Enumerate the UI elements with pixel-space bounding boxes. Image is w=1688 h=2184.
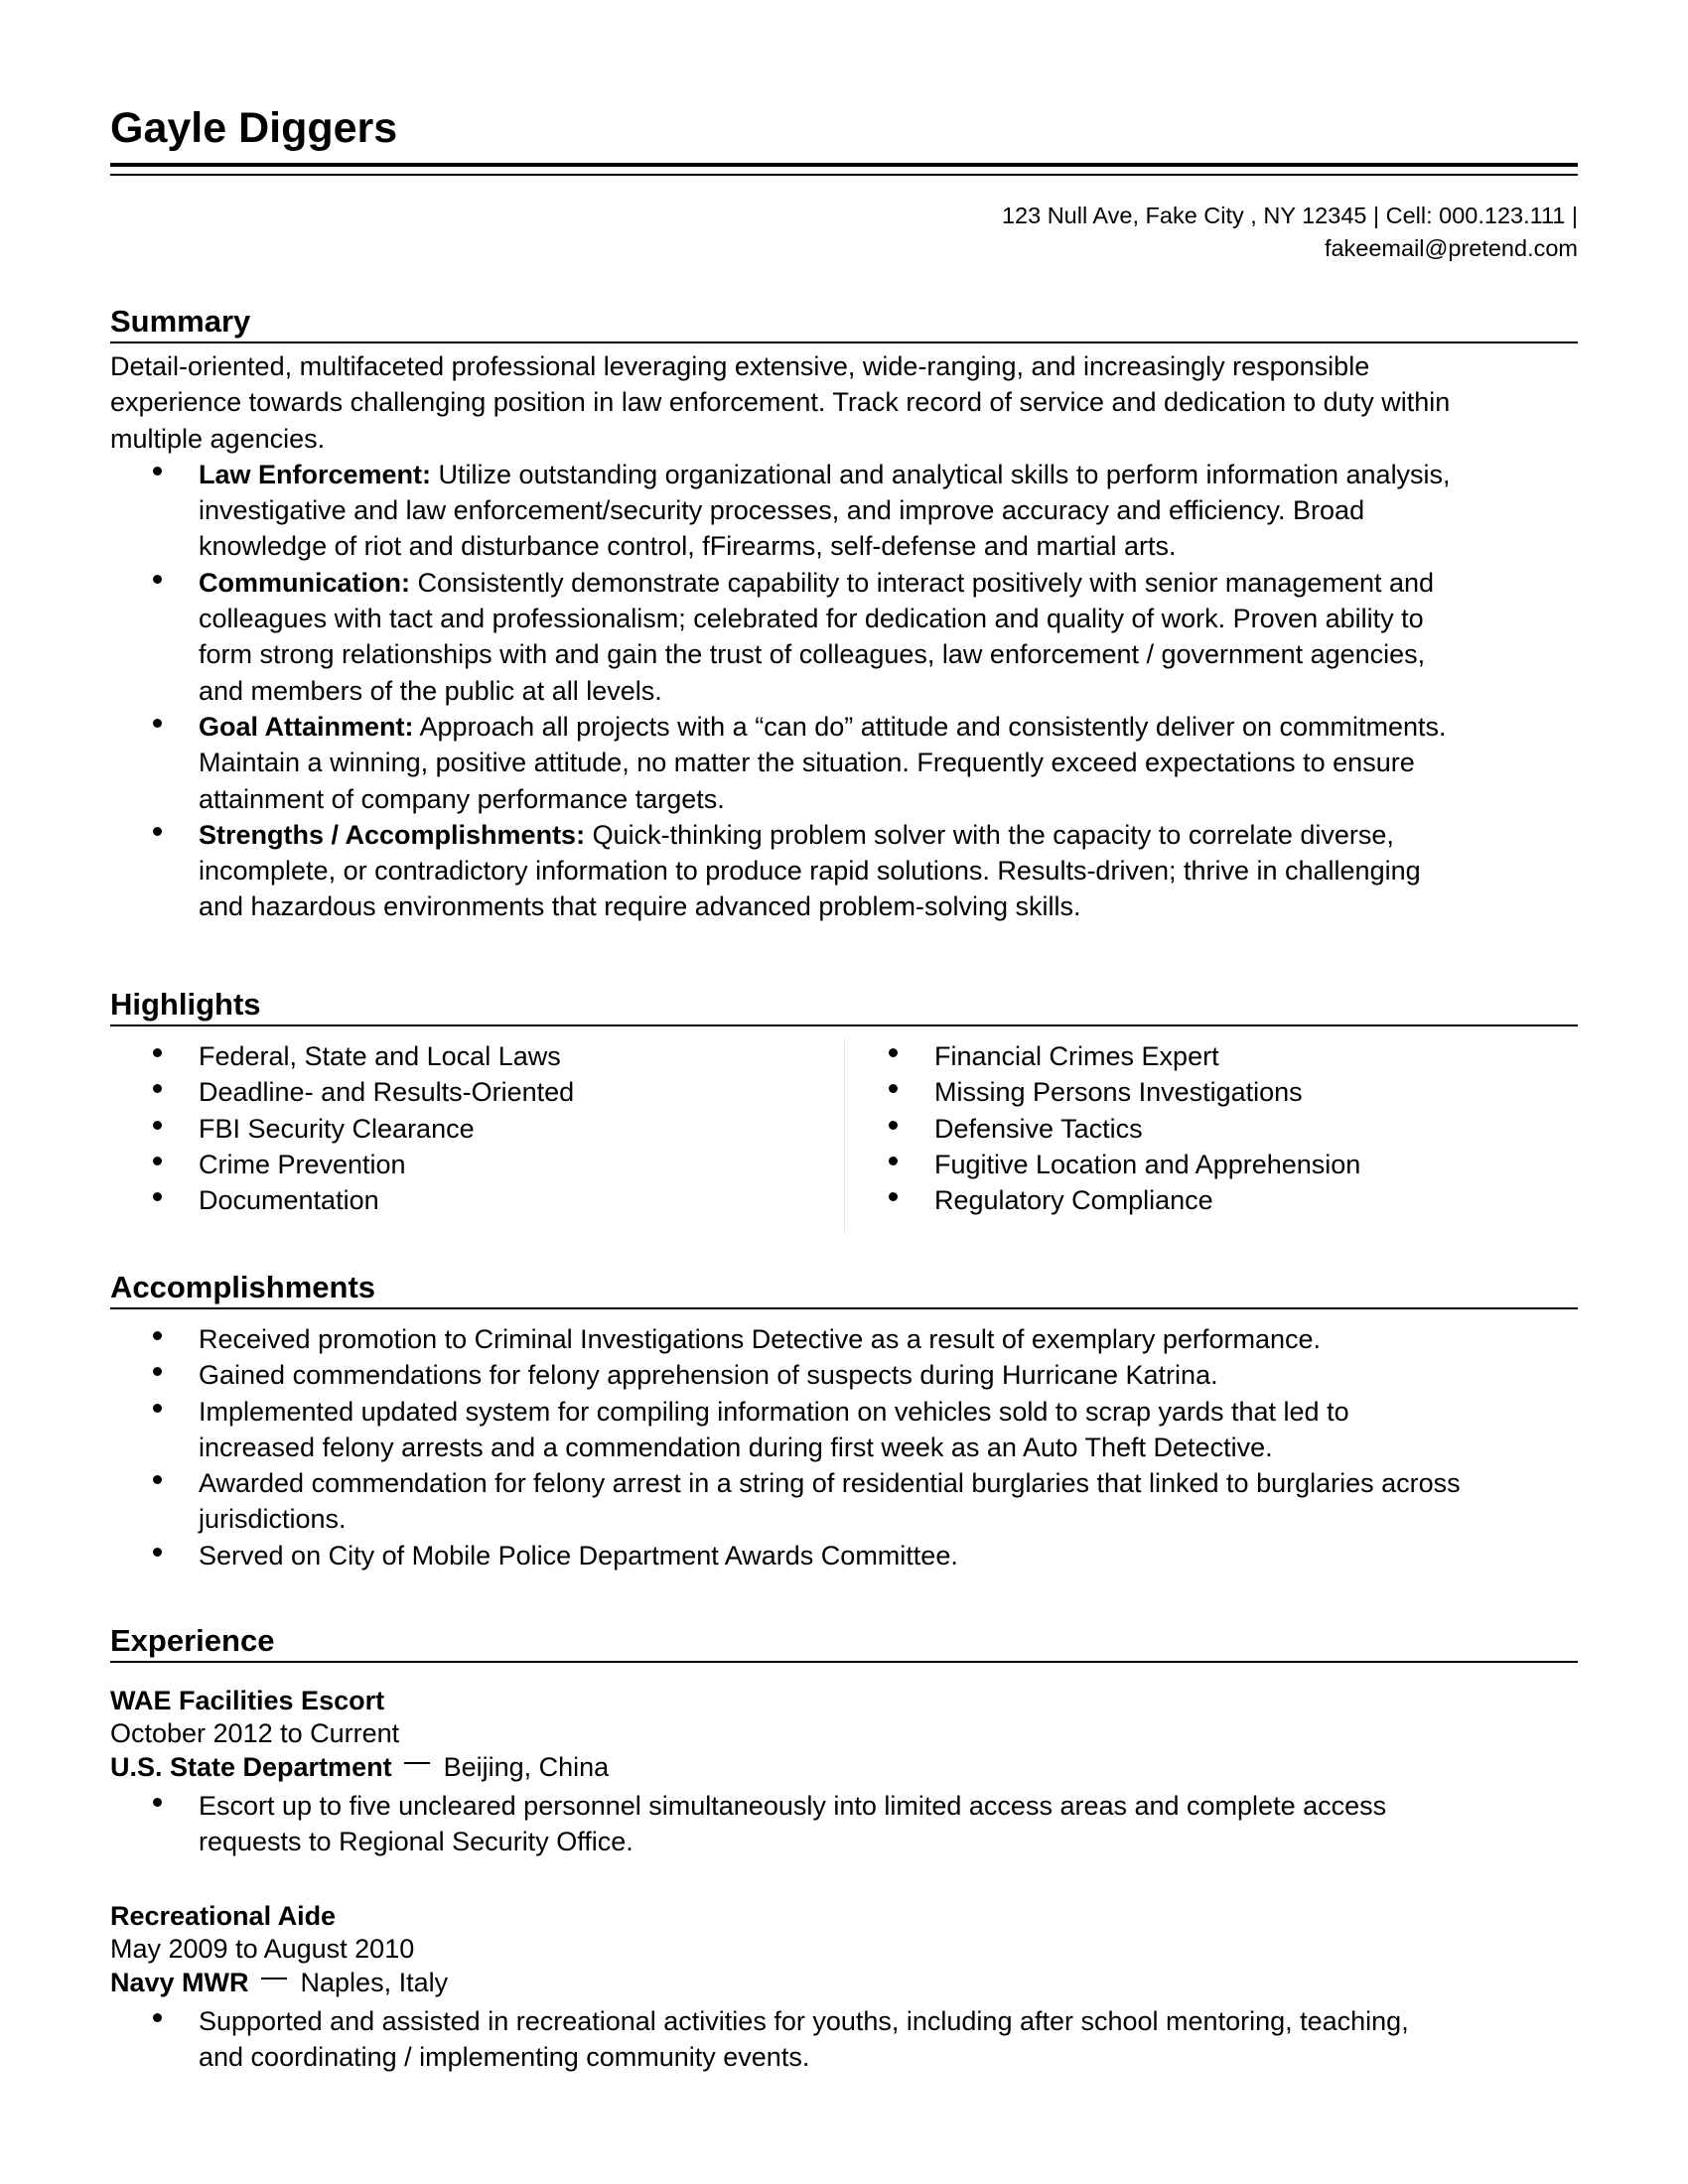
highlight-item: Deadline- and Results-Oriented <box>110 1074 845 1110</box>
highlight-item: FBI Security Clearance <box>110 1111 845 1147</box>
bullet-icon <box>153 827 162 836</box>
dash-separator <box>404 1762 430 1764</box>
summary-section <box>110 304 1578 925</box>
summary-item-text: Maintain a winning, positive attitude, no matter the situation. Frequently exceed expectations to ensure <box>199 748 1415 778</box>
summary-intro-line: experience towards challenging position in law enforcement. Track record of service and dedication to duty within <box>110 387 1451 418</box>
candidate-name: Gayle Diggers <box>110 104 398 152</box>
bullet-icon <box>153 1475 162 1484</box>
accomplishments-heading: Accomplishments <box>110 1270 1578 1309</box>
bullet-icon <box>153 1367 162 1376</box>
bullet-icon <box>153 467 162 476</box>
summary-item <box>110 457 1578 565</box>
summary-item-text: form strong relationships with and gain the trust of colleagues, law enforcement / government agencies, <box>199 639 1426 670</box>
highlights-left-column <box>110 1038 845 1218</box>
highlight-item: Documentation <box>110 1182 845 1218</box>
job-entry <box>110 1685 1578 1860</box>
bullet-icon <box>153 1048 162 1057</box>
summary-item-text: knowledge of riot and disturbance control, fFirearms, self-defense and martial arts. <box>199 531 1177 562</box>
bullet-icon <box>153 719 162 728</box>
summary-intro-line: multiple agencies. <box>110 423 326 454</box>
job-duties <box>110 1788 1578 1860</box>
bullet-icon <box>889 1084 898 1093</box>
accomplishment-item: Gained commendations for felony apprehension of suspects during Hurricane Katrina. <box>110 1357 1578 1393</box>
header-rule-thick <box>110 163 1578 167</box>
bullet-icon <box>153 1084 162 1093</box>
bullet-icon <box>153 1121 162 1130</box>
bullet-icon <box>153 1157 162 1165</box>
highlights-right-list <box>846 1038 1581 1218</box>
summary-item-text: attainment of company performance targets. <box>199 783 725 814</box>
bullet-icon <box>889 1121 898 1130</box>
summary-heading: Summary <box>110 304 1578 343</box>
highlight-item: Fugitive Location and Apprehension <box>846 1147 1581 1182</box>
summary-item <box>110 817 1578 925</box>
bullet-icon <box>153 1798 162 1807</box>
bullet-icon <box>153 1548 162 1557</box>
contact-email: fakeemail@pretend.com <box>1324 235 1578 261</box>
summary-item-text: Utilize outstanding organizational and analytical skills to perform information analysis, <box>431 459 1451 489</box>
dash-separator <box>261 1978 287 1979</box>
highlights-section <box>110 987 1578 1219</box>
summary-item <box>110 565 1578 709</box>
summary-item-text: and hazardous environments that require advanced problem-solving skills. <box>199 891 1081 922</box>
job-title: Recreational Aide <box>110 1901 337 1931</box>
summary-item <box>110 709 1578 817</box>
highlights-heading: Highlights <box>110 987 1578 1026</box>
job-location: Naples, Italy <box>300 1968 449 1997</box>
highlight-item: Crime Prevention <box>110 1147 845 1182</box>
contact-address-phone: 123 Null Ave, Fake City , NY 12345 | Cell: 000.123.111 | <box>1001 203 1578 228</box>
accomplishments-section <box>110 1270 1578 1573</box>
job-dates: October 2012 to Current <box>110 1718 400 1748</box>
job-dates: May 2009 to August 2010 <box>110 1934 415 1964</box>
summary-item-text: incomplete, or contradictory information to produce rapid solutions. Results-driven; thrive in challenging <box>199 856 1421 887</box>
bullet-icon <box>889 1192 898 1201</box>
highlights-left-list <box>110 1038 845 1218</box>
job-duties <box>110 2003 1578 2076</box>
job-duty-item: Escort up to five uncleared personnel simultaneously into limited access areas and complete access requests to Regional Security Office. <box>110 1788 1578 1860</box>
accomplishments-list <box>110 1321 1578 1573</box>
bullet-icon <box>153 2013 162 2022</box>
job-location: Beijing, China <box>443 1752 610 1782</box>
job-employer: U.S. State Department <box>110 1752 392 1782</box>
accomplishment-item: Implemented updated system for compiling information on vehicles sold to scrap yards that led to increased felony arrests and a commendation during first week as an Auto Theft Detective. <box>110 1394 1578 1466</box>
job-employer: Navy MWR <box>110 1968 249 1997</box>
highlight-item: Regulatory Compliance <box>846 1182 1581 1218</box>
summary-item-text: colleagues with tact and professionalism; celebrated for dedication and quality of work. Proven ability to <box>199 604 1424 634</box>
summary-item-text: Consistently demonstrate capability to interact positively with senior management and <box>410 567 1435 598</box>
summary-item-text: and members of the public at all levels. <box>199 675 662 706</box>
job-employer-line <box>110 1750 1578 1785</box>
experience-heading: Experience <box>110 1623 1578 1663</box>
job-employer-line <box>110 1966 1578 2000</box>
summary-intro <box>110 348 1578 457</box>
summary-item-label: Communication: <box>199 567 410 598</box>
header-rule-thin <box>110 174 1578 176</box>
job-title: WAE Facilities Escort <box>110 1686 385 1715</box>
summary-item-text: Approach all projects with a “can do” attitude and consistently deliver on commitments. <box>413 711 1447 742</box>
summary-item-text: investigative and law enforcement/security processes, and improve accuracy and efficiency. Broad <box>199 495 1365 526</box>
highlights-columns <box>110 1038 1578 1219</box>
accomplishment-item: Awarded commendation for felony arrest in a string of residential burglaries that linked to burglaries across jurisdictions. <box>110 1465 1578 1538</box>
experience-section <box>110 1623 1578 1663</box>
highlight-item: Federal, State and Local Laws <box>110 1038 845 1074</box>
bullet-icon <box>153 1404 162 1413</box>
highlights-right-column <box>846 1038 1581 1218</box>
bullet-icon <box>153 1192 162 1201</box>
summary-item-label: Strengths / Accomplishments: <box>199 819 586 850</box>
bullet-icon <box>153 1331 162 1340</box>
summary-item-label: Law Enforcement: <box>199 459 432 489</box>
highlight-item: Defensive Tactics <box>846 1111 1581 1147</box>
bullet-icon <box>153 575 162 584</box>
job-duty-item: Supported and assisted in recreational activities for youths, including after school mentoring, teaching, and coordinating / implementing community events. <box>110 2003 1578 2076</box>
highlight-item: Missing Persons Investigations <box>846 1074 1581 1110</box>
accomplishment-item: Received promotion to Criminal Investigations Detective as a result of exemplary performance. <box>110 1321 1578 1357</box>
bullet-icon <box>889 1048 898 1057</box>
summary-intro-line: Detail-oriented, multifaceted professional leveraging extensive, wide-ranging, and increasingly responsible <box>110 351 1370 381</box>
job-entry <box>110 1900 1578 2076</box>
summary-list <box>110 457 1578 925</box>
contact-info <box>1002 200 1578 265</box>
summary-item-label: Goal Attainment: <box>199 711 414 742</box>
summary-item-text: Quick-thinking problem solver with the capacity to correlate diverse, <box>585 819 1394 850</box>
highlight-item: Financial Crimes Expert <box>846 1038 1581 1074</box>
bullet-icon <box>889 1157 898 1165</box>
accomplishment-item: Served on City of Mobile Police Department Awards Committee. <box>110 1538 1578 1573</box>
